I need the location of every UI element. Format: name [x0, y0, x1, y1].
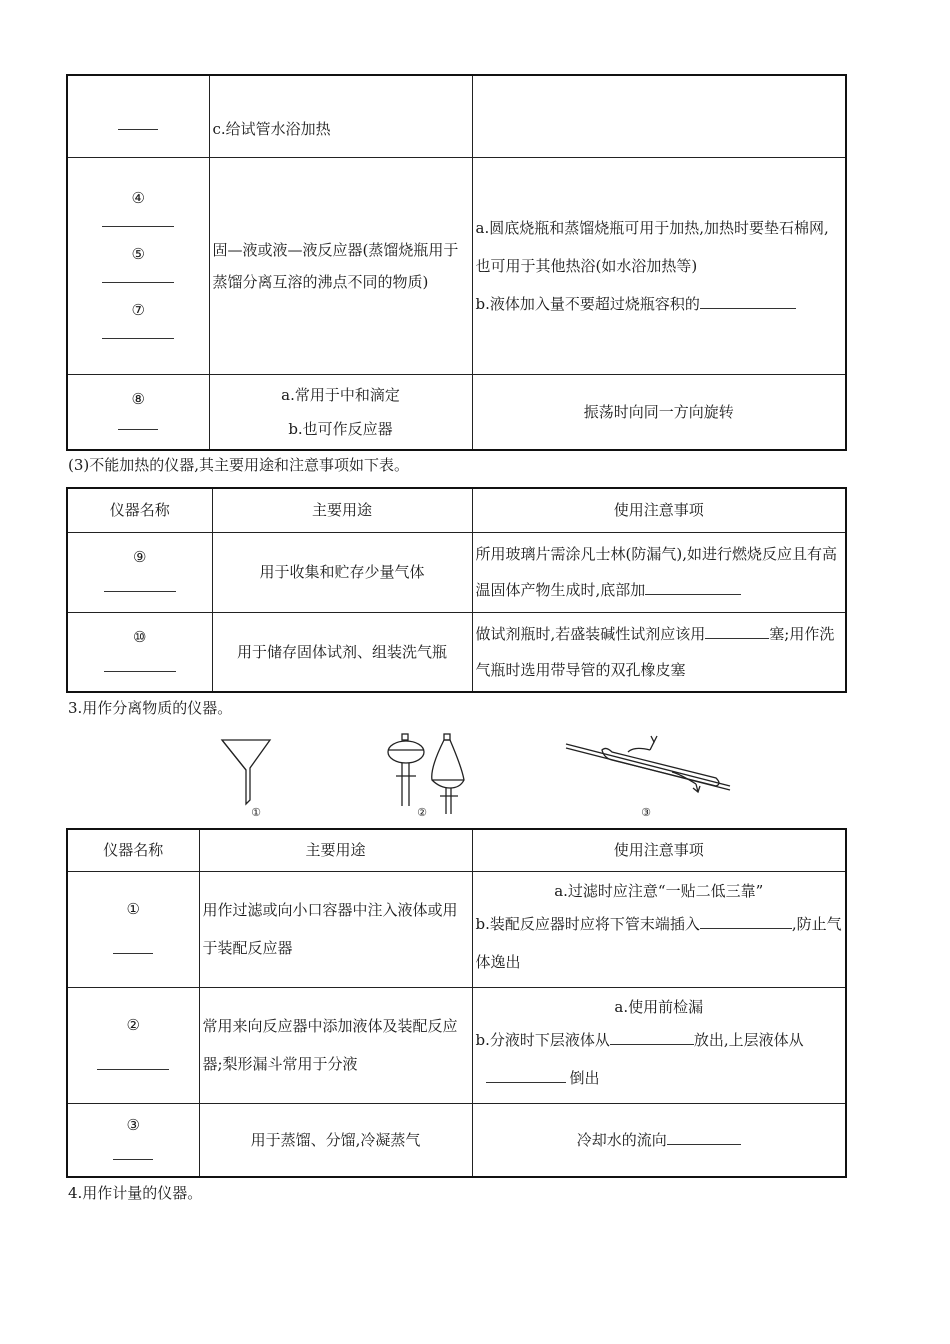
figure-label: ②: [417, 806, 427, 819]
instrument-table-nonheatable: [66, 487, 847, 693]
instrument-number: ⑧: [131, 389, 145, 408]
separatory-funnel-globe-icon: [388, 734, 424, 806]
section-caption: 3.用作分离物质的仪器。: [68, 699, 233, 717]
notes-cell: [472, 532, 846, 612]
note-text: a.过滤时应注意“一贴二低三靠”: [554, 882, 764, 900]
answer-blank: [102, 324, 174, 339]
answer-blank: [700, 294, 796, 309]
use-text: a.常用于中和滴定: [281, 385, 400, 404]
instrument-table-heatable: [66, 74, 847, 451]
instrument-number: ⑩: [133, 627, 147, 646]
instrument-name-cell: [67, 987, 199, 1103]
use-cell: 常用来向反应器中添加液体及装配反应器;梨形漏斗常用于分液: [199, 987, 472, 1103]
notes-cell: [472, 871, 846, 987]
answer-blank: [102, 212, 174, 227]
use-text: b.也可作反应器: [288, 419, 393, 438]
table-row: [67, 157, 846, 374]
instrument-name-cell: [67, 75, 209, 157]
table-row: [67, 612, 846, 692]
instrument-name-cell: [67, 532, 212, 612]
answer-blank: [104, 657, 176, 672]
answer-blank: [705, 624, 769, 639]
note-text: 做试剂瓶时,若盛装碱性试剂应该用: [475, 624, 706, 643]
use-cell: 固—液或液—液反应器(蒸馏烧瓶用于蒸馏分离互溶的沸点不同的物质): [209, 157, 472, 374]
notes-cell: [472, 987, 846, 1103]
column-header: 主要用途: [212, 488, 472, 532]
figure-label: ①: [251, 806, 261, 819]
column-header: 仪器名称: [67, 488, 212, 532]
answer-blank: [700, 914, 792, 929]
note-text: b.液体加入量不要超过烧瓶容积的: [475, 294, 700, 313]
notes-cell: [472, 75, 846, 157]
instrument-name-cell: [67, 612, 212, 692]
table-row: [67, 987, 846, 1103]
note-text: 冷却水的流向: [576, 1130, 667, 1149]
instrument-name-cell: [67, 1103, 199, 1177]
answer-blank: [97, 1055, 169, 1070]
note-text: 倒出: [569, 1069, 600, 1087]
figure-label: ③: [641, 806, 651, 819]
use-cell: 用于收集和贮存少量气体: [212, 532, 472, 612]
use-cell: 用作过滤或向小口容器中注入液体或用于装配反应器: [199, 871, 472, 987]
table-header-row: [67, 488, 846, 532]
instrument-number: ⑤: [131, 244, 145, 263]
column-header: 仪器名称: [67, 829, 199, 871]
note-text: 所用玻璃片需涂凡士林(防漏气),如进行燃烧反应且有高温固体产物生成时,底部加: [475, 545, 837, 599]
table-header-row: [67, 829, 846, 871]
note-text: b.分液时下层液体从: [475, 1031, 610, 1049]
notes-cell: [472, 1103, 846, 1177]
instrument-name-cell: [67, 157, 209, 374]
note-text: a.圆底烧瓶和蒸馏烧瓶可用于加热,加热时要垫石棉网,也可用于其他热浴(如水浴加热等): [475, 218, 829, 275]
table-row: [67, 871, 846, 987]
table-row: [67, 374, 846, 450]
answer-blank: [667, 1130, 741, 1145]
condenser-icon: [566, 736, 730, 792]
section-caption: (3)不能加热的仪器,其主要用途和注意事项如下表。: [68, 456, 410, 474]
answer-blank: [102, 268, 174, 283]
answer-blank: [645, 580, 741, 595]
column-header: 使用注意事项: [472, 829, 846, 871]
table-row: [67, 532, 846, 612]
answer-blank: [118, 115, 158, 130]
note-text: 放出,上层液体从: [693, 1031, 804, 1049]
answer-blank: [486, 1068, 566, 1083]
use-cell: [209, 374, 472, 450]
table-row: [67, 1103, 846, 1177]
note-text: a.使用前检漏: [614, 998, 704, 1016]
column-header: 使用注意事项: [472, 488, 846, 532]
use-cell: c.给试管水浴加热: [209, 75, 472, 157]
instrument-name-cell: [67, 374, 209, 450]
answer-blank: [113, 1145, 153, 1160]
instrument-number: ⑦: [131, 300, 145, 319]
instrument-number: ⑨: [133, 548, 147, 566]
answer-blank: [104, 577, 176, 592]
note-text: 塞;用作洗气瓶时选用带导管的双孔橡皮塞: [475, 624, 835, 679]
instrument-number: ②: [126, 1016, 140, 1034]
separation-apparatus-figure: [210, 728, 750, 824]
use-cell: 用于储存固体试剂、组装洗气瓶: [212, 612, 472, 692]
answer-blank: [610, 1030, 694, 1045]
note-text: ,防止气体逸出: [475, 915, 842, 971]
instrument-name-cell: [67, 871, 199, 987]
use-cell: 用于蒸馏、分馏,冷凝蒸气: [199, 1103, 472, 1177]
funnel-icon: [222, 740, 270, 804]
notes-cell: [472, 157, 846, 374]
separatory-funnel-pear-icon: [432, 734, 464, 814]
note-text: b.装配反应器时应将下管末端插入: [475, 915, 700, 933]
column-header: 主要用途: [199, 829, 472, 871]
notes-cell: 振荡时向同一方向旋转: [472, 374, 846, 450]
instrument-number: ①: [126, 900, 140, 918]
notes-cell: [472, 612, 846, 692]
instrument-number: ④: [131, 188, 145, 207]
instrument-number: ③: [126, 1115, 140, 1134]
separation-instrument-table: [66, 828, 847, 1178]
answer-blank: [113, 939, 153, 954]
section-caption: 4.用作计量的仪器。: [68, 1184, 203, 1202]
table-row: [67, 75, 846, 157]
answer-blank: [118, 415, 158, 430]
